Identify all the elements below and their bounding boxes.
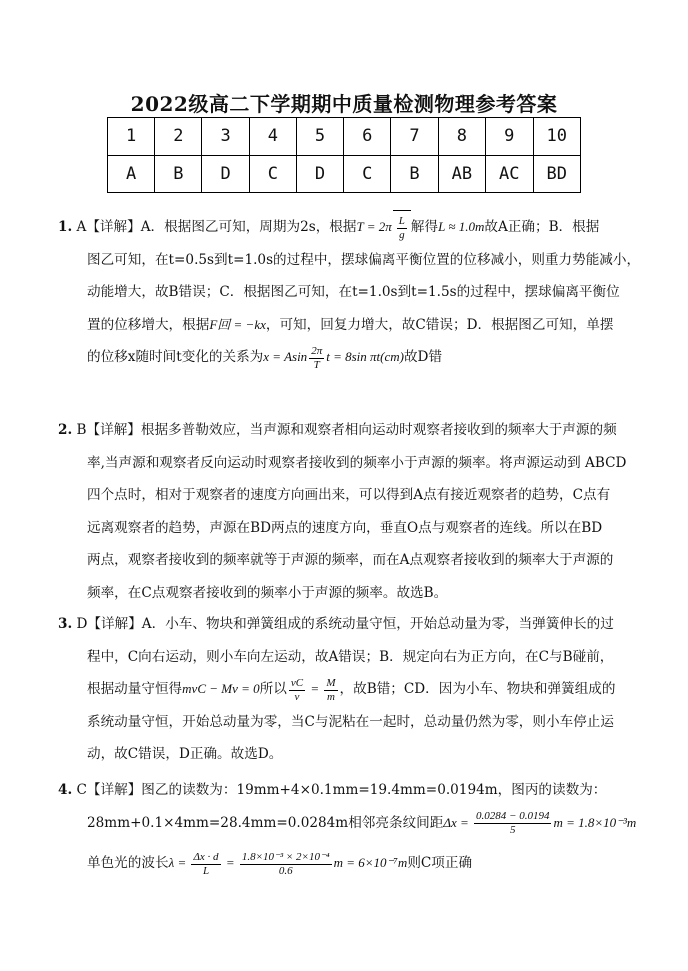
formula-part: m = 6×10⁻⁷m xyxy=(333,855,408,871)
formula-part: = xyxy=(222,855,238,871)
question-number: 10 xyxy=(533,118,580,156)
fraction xyxy=(289,677,305,704)
numerator: Δx · d xyxy=(193,850,219,863)
explanation-line xyxy=(58,673,644,706)
formula-part: x = Asin xyxy=(263,349,308,365)
denominator: v xyxy=(294,690,300,703)
question-number: 9 xyxy=(486,118,533,156)
question-number-label: 4. xyxy=(58,782,73,798)
fraction xyxy=(324,677,337,704)
text-segment: ，故B错；CD．因为小车、物块和弹簧组成的 xyxy=(339,681,616,698)
numerator: 0.0284 − 0.0194 xyxy=(476,810,550,823)
explanation-line: 远离观察者的趋势，声源在BD两点的速度方向，垂直O点与观察者的连线。所以在BD xyxy=(87,519,603,536)
answer-table xyxy=(107,117,581,193)
denominator: m xyxy=(326,690,335,703)
answer-cell: AB xyxy=(438,155,485,193)
explanation-line xyxy=(58,847,644,880)
question-number-label: 1. xyxy=(58,219,73,235)
text-segment: 根据动量守恒得 xyxy=(87,681,183,698)
denominator: g xyxy=(399,228,405,241)
numerator: 2π xyxy=(311,344,323,357)
square-root xyxy=(393,210,411,244)
question-number: 8 xyxy=(438,118,485,156)
text-segment: D【详解】A．小车、物块和弹簧组成的系统动量守恒，开始总动量为零，当弹簧伸长的过 xyxy=(72,616,614,632)
explanation-line xyxy=(58,341,644,374)
fraction xyxy=(191,851,220,878)
question-number: 5 xyxy=(296,118,343,156)
explanation-line: 图乙可知，在t=0.5s到t=1.0s的过程中，摆球偏离平衡位置的位移减小，则重力势能减小， xyxy=(87,251,641,268)
denominator: 0.6 xyxy=(278,864,293,877)
formula-part: t = 8sin πt(cm) xyxy=(326,349,404,365)
denominator: 5 xyxy=(510,824,516,837)
formula-displacement xyxy=(263,344,404,371)
text-segment: 置的位移增大，根据 xyxy=(87,316,210,333)
text-segment: 所以 xyxy=(259,681,287,698)
text-segment: 则C项正确 xyxy=(407,855,473,872)
fraction xyxy=(309,345,324,372)
explanation-line: 动能增大，故B错误；C．根据图乙可知，在t=1.0s到t=1.5s的过程中，摆球偏离平衡位 xyxy=(87,284,620,301)
numerator: M xyxy=(326,676,336,689)
answer-cell: AC xyxy=(486,155,533,193)
explanation-line xyxy=(58,608,644,641)
fraction xyxy=(397,215,407,242)
formula-velocity-ratio xyxy=(287,676,340,703)
formula-wavelength xyxy=(168,850,408,877)
answer-cell: A xyxy=(108,155,155,193)
formula-part: m = 1.8×10⁻³m xyxy=(553,814,637,830)
question-number: 2 xyxy=(155,118,202,156)
formula-momentum: mvC − Mv = 0 xyxy=(182,681,260,697)
explanation-line xyxy=(58,414,644,447)
text-segment: 28mm+0.1×4mm=28.4mm=0.0284m相邻亮条纹间距 xyxy=(87,814,444,831)
question-number: 1 xyxy=(108,118,155,156)
question-number: 3 xyxy=(202,118,249,156)
answer-cell: D xyxy=(202,155,249,193)
explanation-q2 xyxy=(58,414,644,610)
question-number-label: 2. xyxy=(58,422,73,438)
denominator: L xyxy=(202,864,210,877)
text-segment: 解得 xyxy=(410,219,439,235)
explanation-line xyxy=(58,807,644,840)
formula-fringe-spacing xyxy=(443,810,637,837)
explanation-line: 两点，观察者接收到的频率就等于声源的频率，而在A点观察者接收到的频率大于声源的 xyxy=(87,552,614,569)
explanation-line: 四个点时，相对于观察者的速度方向画出来，可以得到A点有接近观察者的趋势，C点有 xyxy=(87,487,611,504)
explanation-line: 率,当声源和观察者反向运动时观察者接收到的频率小于声源的频率。将声源运动到 ABCD xyxy=(87,454,627,471)
formula-length: L ≈ 1.0m xyxy=(438,219,485,234)
answer-cell: B xyxy=(155,155,202,193)
page-title: 2022级高二下学期期中质量检测物理参考答案 xyxy=(130,92,558,116)
formula-part: Δx = xyxy=(443,814,473,830)
explanation-line: 程中，C向右运动，则小车向左运动，故A错误；B．规定向右为正方向，在C与B碰前， xyxy=(87,648,614,665)
answer-cell: C xyxy=(344,155,391,193)
answer-cell: C xyxy=(249,155,296,193)
answer-table-number-row xyxy=(108,118,581,156)
explanation-line xyxy=(58,309,644,342)
answer-cell: BD xyxy=(533,155,580,193)
text-segment: C【详解】图乙的读数为：19mm+4×0.1mm=19.4mm=0.0194m，图丙的读数为： xyxy=(72,782,607,798)
text-segment: 单色光的波长 xyxy=(87,855,169,872)
explanation-q3 xyxy=(58,608,644,771)
formula-part: λ = xyxy=(168,855,190,871)
text-segment: 的位移x随时间t变化的关系为 xyxy=(87,349,264,366)
explanation-line xyxy=(58,774,644,807)
question-number-label: 3. xyxy=(58,616,73,632)
fraction xyxy=(474,810,551,837)
explanation-line: 系统动量守恒，开始总动量为零，当C与泥粘在一起时，总动量仍然为零，则小车停止运 xyxy=(87,713,614,730)
explanation-q1 xyxy=(58,210,644,374)
text-segment: B【详解】根据多普勒效应，当声源和观察者相向运动时观察者接收到的频率大于声源的频 xyxy=(72,422,617,438)
formula-restoring-force: F回 = −kx xyxy=(209,316,266,332)
text-segment: 故D错 xyxy=(403,349,443,366)
explanation-line: 动，故C错误，D正确。故选D。 xyxy=(87,746,283,763)
formula-part: = 2π xyxy=(363,219,392,234)
answer-table-answer-row xyxy=(108,155,581,193)
question-number: 4 xyxy=(249,118,296,156)
explanation-line xyxy=(58,210,644,244)
answer-cell: D xyxy=(296,155,343,193)
formula-part: T xyxy=(356,219,364,234)
text-segment: ，可知，回复力增大，故C错误；D．根据图乙可知，单摆 xyxy=(265,316,614,333)
numerator: 1.8×10⁻³ × 2×10⁻⁴ xyxy=(241,850,330,863)
numerator: L xyxy=(398,214,405,227)
explanation-line: 频率，在C点观察者接收到的频率小于声源的频率。故选B。 xyxy=(87,584,448,601)
numerator: vC xyxy=(290,676,304,689)
fraction xyxy=(240,851,332,878)
text-segment: 故A正确；B．根据 xyxy=(484,219,600,235)
question-number: 7 xyxy=(391,118,438,156)
question-number: 6 xyxy=(344,118,391,156)
formula-part: = xyxy=(307,681,323,697)
formula-period xyxy=(356,214,410,241)
denominator: T xyxy=(313,358,320,371)
text-segment: A【详解】A．根据图乙可知，周期为2s，根据 xyxy=(72,219,357,235)
explanation-q4 xyxy=(58,774,644,880)
answer-cell: B xyxy=(391,155,438,193)
